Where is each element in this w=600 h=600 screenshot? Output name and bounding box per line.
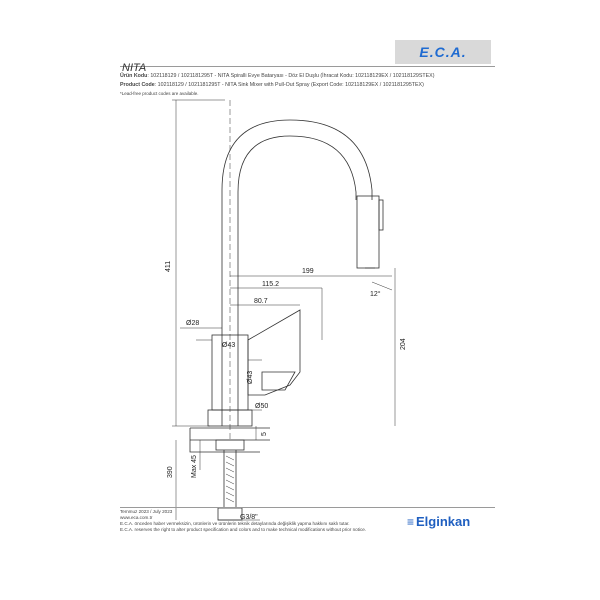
product-code-tr-label: Ürün Kodu <box>120 73 148 79</box>
mixer-handle <box>248 310 300 395</box>
product-title: NITA <box>122 62 147 74</box>
dim-spout-dia: Ø28 <box>186 320 200 327</box>
dim-angle: 12° <box>370 291 381 298</box>
product-code-en-label: Product Code <box>120 82 155 88</box>
spray-head <box>357 196 379 268</box>
footer-website[interactable]: www.eca.com.tr <box>120 515 153 520</box>
product-code-tr-text: : 102118129 / 1021181295T - NITA Spiralli Evye Bataryası - Döz El Duşlu (İhracat Kodu: 102118129EX / 102118129STEX) <box>147 73 435 79</box>
elginkan-mark-icon: ≡ <box>407 514 415 529</box>
dim-body-dia-upper: Ø43 <box>222 342 236 349</box>
elginkan-logo-text: Elginkan <box>416 514 471 529</box>
dim-body-dia-lower: Ø43 <box>247 370 254 384</box>
faucet-column <box>222 120 372 426</box>
elginkan-logo <box>407 514 470 529</box>
dim-base-dia: Ø50 <box>255 403 269 410</box>
dim-handle-offset: 80.7 <box>254 298 268 305</box>
dim-max-deck: Max 45 <box>191 455 198 478</box>
lead-free-note: *Lead-free product codes are available. <box>120 91 199 96</box>
hose-braid <box>226 456 234 502</box>
faucet-column-inner <box>238 136 356 426</box>
dim-hose-length: 390 <box>167 466 174 478</box>
hose-nut <box>218 508 242 520</box>
footer-date: Temmuz 2023 / July 2023 <box>120 509 173 514</box>
footer-disclaimer-en: E.C.A. reserves the right to alter product specification and colors and to make technical modifications without prior notice. <box>120 527 367 532</box>
dim-height-total: 411 <box>165 260 172 272</box>
shank <box>216 440 244 450</box>
spray-button <box>379 200 383 230</box>
product-code-en-text: : 102118129 / 1021181295T - NITA Sink Mixer with Pull-Out Spray (Export Code: 102118129EX / 1021181295TEX) <box>154 82 424 88</box>
dim-thread: G3/8" <box>240 514 258 521</box>
footer-divider <box>120 507 495 508</box>
dim-spout-height: 204 <box>400 338 407 350</box>
dim-reach: 199 <box>302 268 314 275</box>
eca-logo-text: E.C.A. <box>419 44 467 60</box>
footer-disclaimer-tr: E.C.A. önceden haber vermeksizin, ürünlerin ve ürünlerin teknik detaylarında değişiklik yapma hakkını saklı tutar. <box>120 521 350 526</box>
dim-spout-offset: 115.2 <box>262 281 279 288</box>
dim-base-thickness: 5 <box>261 432 268 436</box>
